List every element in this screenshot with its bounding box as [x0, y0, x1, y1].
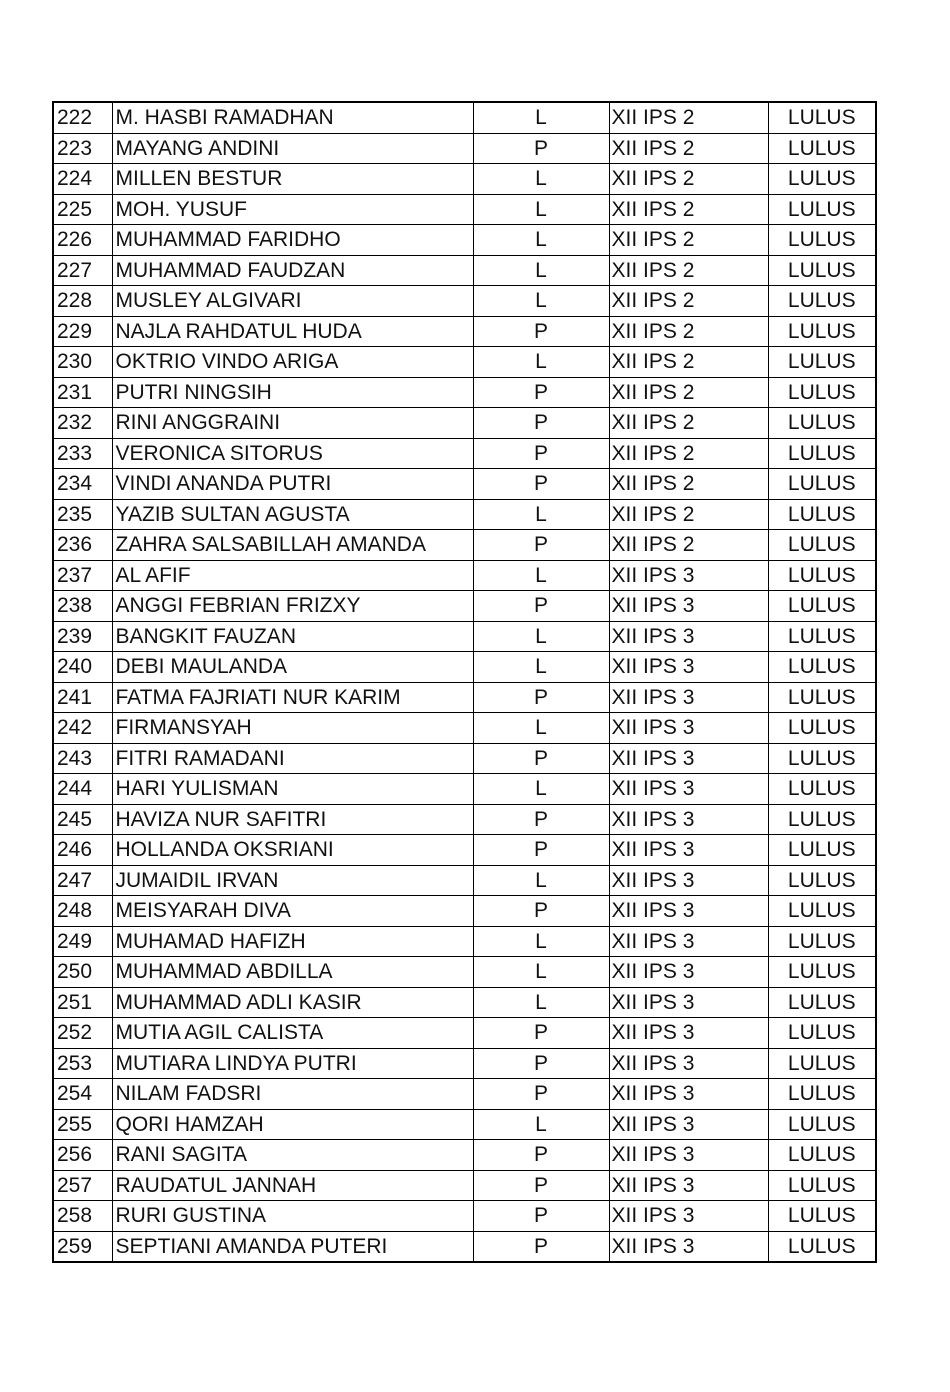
student-gender-cell: P: [473, 377, 609, 408]
student-class-cell: XII IPS 3: [609, 682, 768, 713]
student-status-cell: LULUS: [768, 1018, 876, 1049]
student-name-cell: RURI GUSTINA: [112, 1201, 473, 1232]
table-row: [53, 347, 876, 378]
student-name-cell: JUMAIDIL IRVAN: [112, 865, 473, 896]
student-class-cell: XII IPS 3: [609, 621, 768, 652]
student-gender-cell: L: [473, 347, 609, 378]
student-gender-cell: L: [473, 621, 609, 652]
student-name-cell: BANGKIT FAUZAN: [112, 621, 473, 652]
student-status-cell: LULUS: [768, 1231, 876, 1262]
student-class-cell: XII IPS 2: [609, 530, 768, 561]
student-class-cell: XII IPS 2: [609, 286, 768, 317]
student-name-cell: DEBI MAULANDA: [112, 652, 473, 683]
student-class-cell: XII IPS 3: [609, 1201, 768, 1232]
student-name-cell: RANI SAGITA: [112, 1140, 473, 1171]
student-name-cell: HARI YULISMAN: [112, 774, 473, 805]
student-number-cell: 237: [53, 560, 112, 591]
student-class-cell: XII IPS 3: [609, 591, 768, 622]
table-row: [53, 102, 876, 133]
student-status-cell: LULUS: [768, 194, 876, 225]
student-gender-cell: L: [473, 194, 609, 225]
student-gender-cell: L: [473, 102, 609, 133]
student-status-cell: LULUS: [768, 102, 876, 133]
student-name-cell: MUHAMAD HAFIZH: [112, 926, 473, 957]
student-class-cell: XII IPS 2: [609, 255, 768, 286]
student-name-cell: ANGGI FEBRIAN FRIZXY: [112, 591, 473, 622]
student-status-cell: LULUS: [768, 133, 876, 164]
table-row: [53, 225, 876, 256]
student-name-cell: VINDI ANANDA PUTRI: [112, 469, 473, 500]
student-status-cell: LULUS: [768, 408, 876, 439]
student-name-cell: OKTRIO VINDO ARIGA: [112, 347, 473, 378]
student-gender-cell: P: [473, 1048, 609, 1079]
student-class-cell: XII IPS 2: [609, 499, 768, 530]
student-name-cell: MUTIARA LINDYA PUTRI: [112, 1048, 473, 1079]
student-number-cell: 241: [53, 682, 112, 713]
student-gender-cell: P: [473, 835, 609, 866]
student-name-cell: PUTRI NINGSIH: [112, 377, 473, 408]
student-status-cell: LULUS: [768, 804, 876, 835]
student-status-cell: LULUS: [768, 743, 876, 774]
student-class-cell: XII IPS 3: [609, 713, 768, 744]
table-row: [53, 713, 876, 744]
student-number-cell: 249: [53, 926, 112, 957]
student-number-cell: 233: [53, 438, 112, 469]
student-gender-cell: L: [473, 560, 609, 591]
student-number-cell: 231: [53, 377, 112, 408]
student-name-cell: RAUDATUL JANNAH: [112, 1170, 473, 1201]
student-class-cell: XII IPS 2: [609, 347, 768, 378]
table-row: [53, 621, 876, 652]
student-class-cell: XII IPS 3: [609, 835, 768, 866]
student-number-cell: 250: [53, 957, 112, 988]
table-row: [53, 591, 876, 622]
student-status-cell: LULUS: [768, 926, 876, 957]
student-number-cell: 256: [53, 1140, 112, 1171]
student-gender-cell: L: [473, 225, 609, 256]
student-name-cell: YAZIB SULTAN AGUSTA: [112, 499, 473, 530]
student-name-cell: MUHAMMAD ABDILLA: [112, 957, 473, 988]
table-row: [53, 774, 876, 805]
student-number-cell: 253: [53, 1048, 112, 1079]
student-gender-cell: P: [473, 1140, 609, 1171]
student-gender-cell: L: [473, 957, 609, 988]
student-name-cell: NILAM FADSRI: [112, 1079, 473, 1110]
student-gender-cell: L: [473, 774, 609, 805]
student-status-cell: LULUS: [768, 377, 876, 408]
table-row: [53, 438, 876, 469]
student-status-cell: LULUS: [768, 865, 876, 896]
student-class-cell: XII IPS 2: [609, 225, 768, 256]
table-row: [53, 926, 876, 957]
table-row: [53, 1231, 876, 1262]
student-gender-cell: L: [473, 652, 609, 683]
table-row: [53, 286, 876, 317]
student-status-cell: LULUS: [768, 896, 876, 927]
student-status-cell: LULUS: [768, 286, 876, 317]
table-row: [53, 560, 876, 591]
student-gender-cell: P: [473, 896, 609, 927]
student-status-cell: LULUS: [768, 499, 876, 530]
student-status-cell: LULUS: [768, 530, 876, 561]
student-status-cell: LULUS: [768, 347, 876, 378]
student-status-cell: LULUS: [768, 560, 876, 591]
student-number-cell: 235: [53, 499, 112, 530]
table-row: [53, 1079, 876, 1110]
student-gender-cell: L: [473, 286, 609, 317]
student-gender-cell: P: [473, 1079, 609, 1110]
student-class-cell: XII IPS 3: [609, 896, 768, 927]
student-class-cell: XII IPS 3: [609, 1079, 768, 1110]
student-number-cell: 226: [53, 225, 112, 256]
student-status-cell: LULUS: [768, 652, 876, 683]
student-number-cell: 255: [53, 1109, 112, 1140]
table-row: [53, 1170, 876, 1201]
student-class-cell: XII IPS 3: [609, 743, 768, 774]
student-class-cell: XII IPS 2: [609, 102, 768, 133]
student-name-cell: MUHAMMAD ADLI KASIR: [112, 987, 473, 1018]
student-class-cell: XII IPS 2: [609, 316, 768, 347]
table-row: [53, 194, 876, 225]
table-row: [53, 469, 876, 500]
student-name-cell: MILLEN BESTUR: [112, 164, 473, 195]
table-row: [53, 1048, 876, 1079]
student-class-cell: XII IPS 3: [609, 1018, 768, 1049]
student-gender-cell: P: [473, 530, 609, 561]
table-row: [53, 682, 876, 713]
student-class-cell: XII IPS 3: [609, 987, 768, 1018]
table-row: [53, 530, 876, 561]
student-status-cell: LULUS: [768, 1109, 876, 1140]
student-number-cell: 229: [53, 316, 112, 347]
student-number-cell: 240: [53, 652, 112, 683]
student-name-cell: FATMA FAJRIATI NUR KARIM: [112, 682, 473, 713]
student-status-cell: LULUS: [768, 469, 876, 500]
student-status-cell: LULUS: [768, 591, 876, 622]
student-name-cell: FITRI RAMADANI: [112, 743, 473, 774]
student-status-cell: LULUS: [768, 255, 876, 286]
student-number-cell: 239: [53, 621, 112, 652]
student-number-cell: 254: [53, 1079, 112, 1110]
student-name-cell: MUHAMMAD FARIDHO: [112, 225, 473, 256]
student-gender-cell: L: [473, 1109, 609, 1140]
student-status-cell: LULUS: [768, 682, 876, 713]
student-status-cell: LULUS: [768, 164, 876, 195]
student-number-cell: 228: [53, 286, 112, 317]
student-name-cell: MUSLEY ALGIVARI: [112, 286, 473, 317]
graduation-results-body: [53, 102, 876, 1262]
student-status-cell: LULUS: [768, 1170, 876, 1201]
student-status-cell: LULUS: [768, 957, 876, 988]
table-row: [53, 1201, 876, 1232]
student-name-cell: MEISYARAH DIVA: [112, 896, 473, 927]
table-row: [53, 743, 876, 774]
student-class-cell: XII IPS 3: [609, 1048, 768, 1079]
student-status-cell: LULUS: [768, 1140, 876, 1171]
student-class-cell: XII IPS 2: [609, 469, 768, 500]
student-class-cell: XII IPS 3: [609, 1140, 768, 1171]
student-class-cell: XII IPS 3: [609, 1109, 768, 1140]
table-row: [53, 865, 876, 896]
student-status-cell: LULUS: [768, 713, 876, 744]
student-number-cell: 252: [53, 1018, 112, 1049]
student-gender-cell: L: [473, 987, 609, 1018]
student-number-cell: 247: [53, 865, 112, 896]
table-row: [53, 1018, 876, 1049]
table-row: [53, 377, 876, 408]
student-number-cell: 251: [53, 987, 112, 1018]
student-status-cell: LULUS: [768, 1048, 876, 1079]
student-number-cell: 232: [53, 408, 112, 439]
student-gender-cell: P: [473, 804, 609, 835]
student-gender-cell: L: [473, 255, 609, 286]
student-status-cell: LULUS: [768, 1079, 876, 1110]
student-gender-cell: L: [473, 499, 609, 530]
student-status-cell: LULUS: [768, 621, 876, 652]
student-name-cell: NAJLA RAHDATUL HUDA: [112, 316, 473, 347]
student-gender-cell: P: [473, 743, 609, 774]
student-gender-cell: P: [473, 682, 609, 713]
student-name-cell: HOLLANDA OKSRIANI: [112, 835, 473, 866]
student-number-cell: 258: [53, 1201, 112, 1232]
student-number-cell: 227: [53, 255, 112, 286]
table-row: [53, 164, 876, 195]
student-name-cell: M. HASBI RAMADHAN: [112, 102, 473, 133]
student-gender-cell: P: [473, 1231, 609, 1262]
student-gender-cell: L: [473, 713, 609, 744]
student-status-cell: LULUS: [768, 316, 876, 347]
student-name-cell: AL AFIF: [112, 560, 473, 591]
student-class-cell: XII IPS 3: [609, 1231, 768, 1262]
student-gender-cell: L: [473, 164, 609, 195]
student-class-cell: XII IPS 2: [609, 377, 768, 408]
student-gender-cell: P: [473, 1201, 609, 1232]
student-number-cell: 222: [53, 102, 112, 133]
table-row: [53, 1109, 876, 1140]
student-gender-cell: P: [473, 316, 609, 347]
student-status-cell: LULUS: [768, 438, 876, 469]
table-row: [53, 804, 876, 835]
student-class-cell: XII IPS 2: [609, 408, 768, 439]
student-number-cell: 223: [53, 133, 112, 164]
table-row: [53, 652, 876, 683]
student-name-cell: HAVIZA NUR SAFITRI: [112, 804, 473, 835]
student-status-cell: LULUS: [768, 225, 876, 256]
table-row: [53, 1140, 876, 1171]
table-row: [53, 896, 876, 927]
student-name-cell: VERONICA SITORUS: [112, 438, 473, 469]
student-class-cell: XII IPS 2: [609, 133, 768, 164]
student-number-cell: 248: [53, 896, 112, 927]
student-gender-cell: P: [473, 438, 609, 469]
student-gender-cell: P: [473, 1018, 609, 1049]
student-gender-cell: P: [473, 469, 609, 500]
table-row: [53, 987, 876, 1018]
student-class-cell: XII IPS 3: [609, 865, 768, 896]
student-status-cell: LULUS: [768, 1201, 876, 1232]
student-name-cell: MAYANG ANDINI: [112, 133, 473, 164]
student-class-cell: XII IPS 3: [609, 957, 768, 988]
graduation-results-table: [52, 101, 877, 1263]
table-row: [53, 133, 876, 164]
student-number-cell: 225: [53, 194, 112, 225]
student-number-cell: 242: [53, 713, 112, 744]
student-gender-cell: P: [473, 408, 609, 439]
student-status-cell: LULUS: [768, 835, 876, 866]
student-class-cell: XII IPS 3: [609, 652, 768, 683]
student-status-cell: LULUS: [768, 774, 876, 805]
table-row: [53, 255, 876, 286]
table-row: [53, 499, 876, 530]
student-number-cell: 245: [53, 804, 112, 835]
student-gender-cell: L: [473, 926, 609, 957]
student-status-cell: LULUS: [768, 987, 876, 1018]
student-name-cell: QORI HAMZAH: [112, 1109, 473, 1140]
student-name-cell: ZAHRA SALSABILLAH AMANDA: [112, 530, 473, 561]
student-number-cell: 246: [53, 835, 112, 866]
student-name-cell: MUHAMMAD FAUDZAN: [112, 255, 473, 286]
student-class-cell: XII IPS 3: [609, 774, 768, 805]
student-name-cell: MUTIA AGIL CALISTA: [112, 1018, 473, 1049]
student-class-cell: XII IPS 2: [609, 164, 768, 195]
student-name-cell: MOH. YUSUF: [112, 194, 473, 225]
student-gender-cell: P: [473, 1170, 609, 1201]
student-number-cell: 234: [53, 469, 112, 500]
student-number-cell: 243: [53, 743, 112, 774]
student-name-cell: RINI ANGGRAINI: [112, 408, 473, 439]
table-row: [53, 957, 876, 988]
student-class-cell: XII IPS 2: [609, 438, 768, 469]
table-row: [53, 316, 876, 347]
student-name-cell: SEPTIANI AMANDA PUTERI: [112, 1231, 473, 1262]
student-gender-cell: P: [473, 133, 609, 164]
student-number-cell: 230: [53, 347, 112, 378]
student-class-cell: XII IPS 3: [609, 926, 768, 957]
student-gender-cell: L: [473, 865, 609, 896]
student-number-cell: 244: [53, 774, 112, 805]
student-number-cell: 238: [53, 591, 112, 622]
student-number-cell: 259: [53, 1231, 112, 1262]
table-row: [53, 408, 876, 439]
student-number-cell: 224: [53, 164, 112, 195]
student-class-cell: XII IPS 3: [609, 560, 768, 591]
student-name-cell: FIRMANSYAH: [112, 713, 473, 744]
student-class-cell: XII IPS 3: [609, 804, 768, 835]
student-gender-cell: P: [473, 591, 609, 622]
student-number-cell: 257: [53, 1170, 112, 1201]
student-class-cell: XII IPS 3: [609, 1170, 768, 1201]
table-row: [53, 835, 876, 866]
student-number-cell: 236: [53, 530, 112, 561]
student-class-cell: XII IPS 2: [609, 194, 768, 225]
